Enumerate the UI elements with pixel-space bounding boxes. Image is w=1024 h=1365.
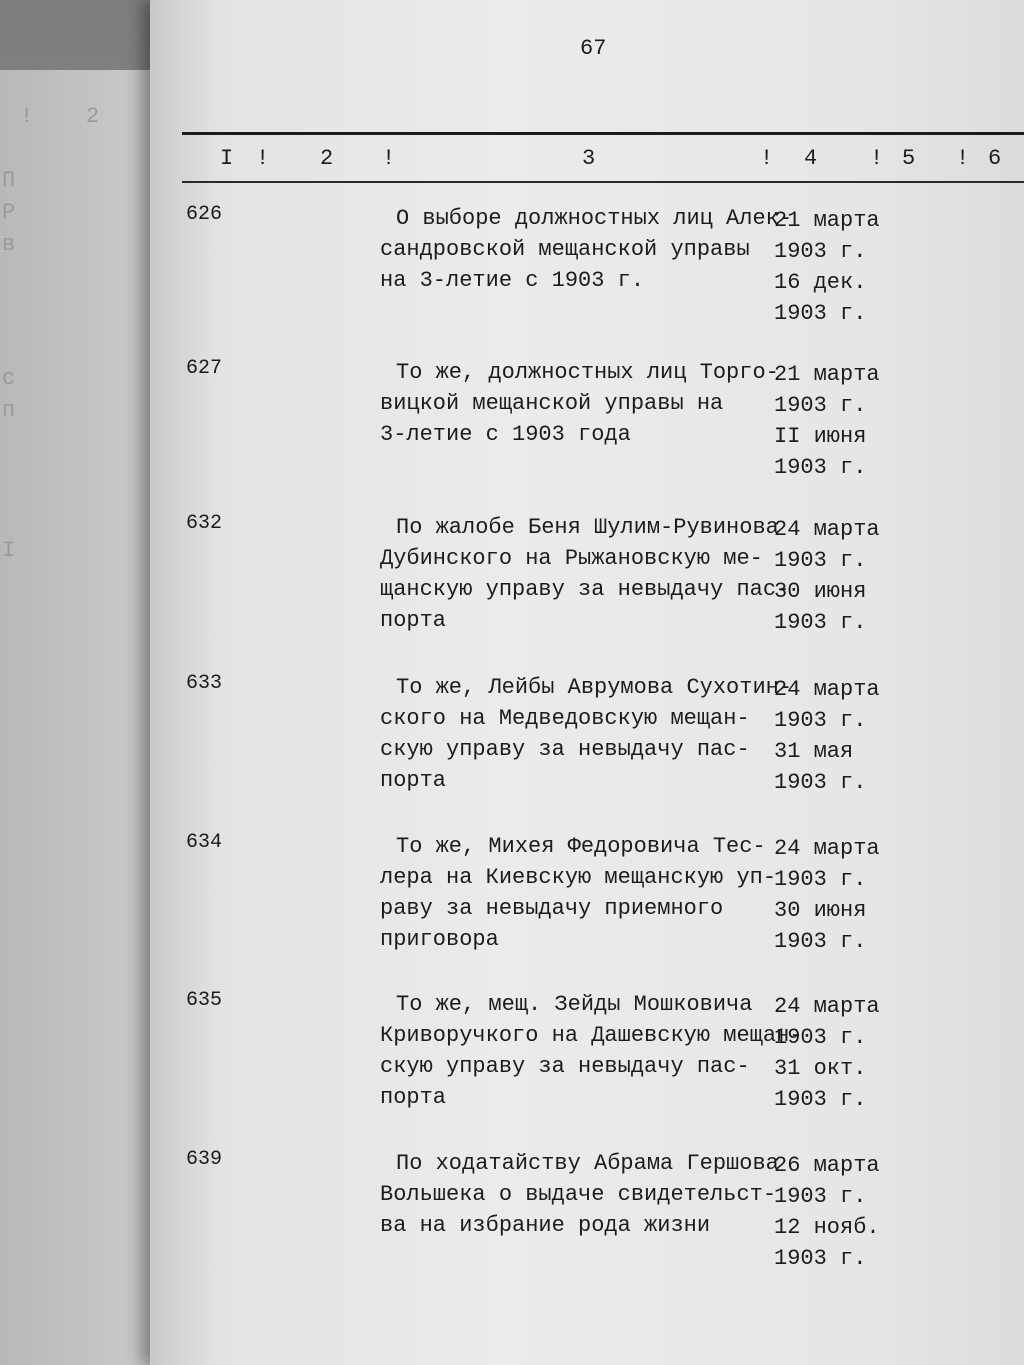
description-line: То же, мещ. Зейды Мошковича: [396, 992, 753, 1017]
column-separator: !: [382, 146, 396, 171]
entry-description: [380, 357, 780, 450]
entry-number: 639: [186, 1148, 223, 1171]
date-line: 21 марта: [774, 208, 880, 233]
entry-number: 632: [186, 512, 223, 535]
description-line: ва на избрание рода жизни: [380, 1213, 711, 1238]
description-line: То же, Михея Федоровича Тес-: [396, 834, 766, 859]
description-line: ского на Медведовскую мещан-: [380, 706, 750, 731]
document-page: [150, 0, 1024, 1365]
description-line: порта: [380, 608, 447, 633]
date-line: 31 окт.: [774, 1056, 867, 1081]
date-line: 21 марта: [774, 362, 880, 387]
entry-description: [380, 831, 780, 955]
date-line: 12 нояб.: [774, 1215, 880, 1240]
page-number: 67: [580, 36, 607, 61]
table-header-top-rule: [182, 132, 1024, 135]
date-line: 1903 г.: [774, 770, 867, 795]
description-line: По жалобе Беня Шулим-Рувинова: [396, 515, 779, 540]
description-line: вицкой мещанской управы на: [380, 391, 724, 416]
description-line: скую управу за невыдачу пас-: [380, 737, 750, 762]
entry-dates: [774, 359, 880, 483]
description-line: щанскую управу за невыдачу пас-: [380, 577, 790, 602]
entry-description: [380, 203, 793, 296]
date-line: 1903 г.: [774, 1025, 867, 1050]
date-line: 16 дек.: [774, 270, 867, 295]
entry-number: 627: [186, 357, 223, 380]
column-header-5: 5: [902, 146, 916, 171]
description-line: О выборе должностных лиц Алек-: [396, 206, 793, 231]
description-line: сандровской мещанской управы: [380, 237, 750, 262]
date-line: 1903 г.: [774, 455, 867, 480]
date-line: 24 марта: [774, 677, 880, 702]
date-line: 24 марта: [774, 517, 880, 542]
date-line: 1903 г.: [774, 867, 867, 892]
column-header-2: 2: [320, 146, 334, 171]
entry-dates: [774, 674, 880, 798]
entry-description: [380, 512, 790, 636]
under-page-glyph: !: [20, 104, 34, 129]
description-line: скую управу за невыдачу пас-: [380, 1054, 750, 1079]
date-line: 26 марта: [774, 1153, 880, 1178]
column-header-3: 3: [582, 146, 596, 171]
date-line: 30 июня: [774, 579, 867, 604]
date-line: 31 мая: [774, 739, 854, 764]
date-line: 1903 г.: [774, 548, 867, 573]
description-line: раву за невыдачу приемного: [380, 896, 724, 921]
date-line: 1903 г.: [774, 301, 867, 326]
entry-description: [380, 989, 803, 1113]
description-line: То же, должностных лиц Торго-: [396, 360, 779, 385]
entry-number: 633: [186, 672, 223, 695]
description-line: порта: [380, 768, 447, 793]
description-line: Дубинского на Рыжановскую ме-: [380, 546, 763, 571]
description-line: Вольшека о выдаче свидетельст-: [380, 1182, 777, 1207]
entry-description: [380, 1148, 780, 1241]
date-line: 24 марта: [774, 994, 880, 1019]
date-line: 1903 г.: [774, 1087, 867, 1112]
description-line: на 3-летие с 1903 г.: [380, 268, 645, 293]
under-page-glyph: I: [2, 538, 16, 563]
column-separator: !: [956, 146, 970, 171]
entry-number: 635: [186, 989, 223, 1012]
entry-number: 634: [186, 831, 223, 854]
date-line: 1903 г.: [774, 393, 867, 418]
description-line: порта: [380, 1085, 447, 1110]
column-header-4: 4: [804, 146, 818, 171]
entry-description: [380, 672, 793, 796]
under-page-glyph: Р: [2, 200, 16, 225]
table-header-bottom-rule: [182, 181, 1024, 183]
date-line: 24 марта: [774, 836, 880, 861]
description-line: То же, Лейбы Аврумова Сухотин-: [396, 675, 793, 700]
description-line: лера на Киевскую мещанскую уп-: [380, 865, 777, 890]
under-page-glyph: в: [2, 232, 16, 257]
column-separator: !: [760, 146, 774, 171]
column-separator: !: [870, 146, 884, 171]
under-page-glyph: П: [2, 168, 16, 193]
under-page-glyph: с: [2, 366, 16, 391]
description-line: Криворучкого на Дашевскую мещан-: [380, 1023, 803, 1048]
description-line: приговора: [380, 927, 499, 952]
under-page-glyph: 2: [86, 104, 100, 129]
date-line: 1903 г.: [774, 1184, 867, 1209]
entry-number: 626: [186, 203, 223, 226]
column-header-6: 6: [988, 146, 1002, 171]
date-line: 1903 г.: [774, 1246, 867, 1271]
entry-dates: [774, 205, 880, 329]
date-line: 1903 г.: [774, 239, 867, 264]
entry-dates: [774, 833, 880, 957]
column-separator: !: [256, 146, 270, 171]
description-line: По ходатайству Абрама Гершова: [396, 1151, 779, 1176]
entry-dates: [774, 1150, 880, 1274]
date-line: II июня: [774, 424, 867, 449]
entry-dates: [774, 991, 880, 1115]
date-line: 1903 г.: [774, 610, 867, 635]
under-page-glyph: п: [2, 398, 16, 423]
date-line: 1903 г.: [774, 929, 867, 954]
entry-dates: [774, 514, 880, 638]
column-header-1: I: [220, 146, 234, 171]
date-line: 30 июня: [774, 898, 867, 923]
date-line: 1903 г.: [774, 708, 867, 733]
description-line: 3-летие с 1903 года: [380, 422, 631, 447]
